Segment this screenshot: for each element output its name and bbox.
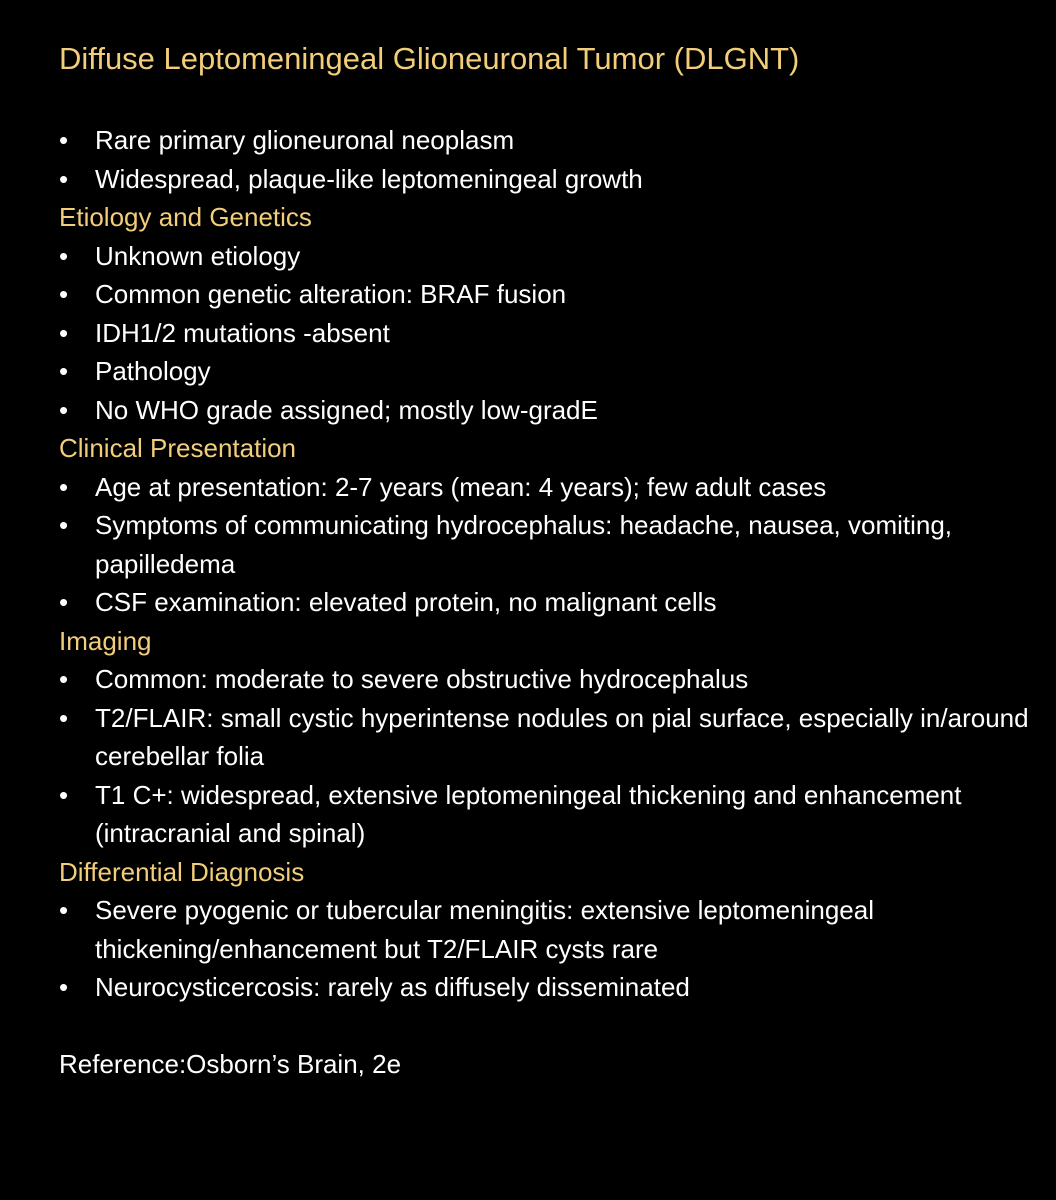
section-heading-imaging: Imaging	[59, 625, 152, 656]
bullet-text: Rare primary glioneuronal neoplasm	[95, 125, 515, 155]
bullet-icon: •	[59, 510, 69, 540]
clinical-bullet-list	[59, 468, 1034, 622]
bullet-icon: •	[59, 895, 69, 925]
imaging-bullet-list	[59, 660, 1034, 853]
section-heading-clinical-presentation: Clinical Presentation	[59, 433, 297, 463]
bullet-item	[59, 891, 1034, 968]
section-heading-etiology: Etiology and Genetics	[59, 202, 312, 232]
bullet-item	[59, 968, 1034, 1007]
bullet-item	[59, 121, 1034, 160]
bullet-text: T1 C+: widespread, extensive leptomeningeal thickening and enhancement (intracranial and spinal)	[95, 779, 962, 848]
bullet-item	[59, 160, 1034, 199]
bullet-icon: •	[59, 779, 69, 810]
bullet-icon: •	[59, 163, 69, 194]
bullet-text: Widespread, plaque-like leptomeningeal growth	[95, 163, 643, 194]
bullet-text: Neurocysticercosis: rarely as diffusely disseminated	[95, 972, 690, 1002]
bullet-icon: •	[59, 317, 69, 348]
bullet-item	[59, 352, 1034, 391]
bullet-text: Unknown etiology	[95, 240, 301, 271]
bullet-item	[59, 391, 1034, 430]
bullet-icon: •	[59, 125, 69, 155]
bullet-icon: •	[59, 356, 69, 386]
etiology-bullet-list	[59, 237, 1034, 430]
bullet-icon: •	[59, 702, 69, 733]
bullet-icon: •	[59, 664, 69, 694]
bullet-icon: •	[59, 972, 69, 1002]
bullet-icon: •	[59, 240, 69, 271]
bullet-item	[59, 237, 1034, 276]
bullet-item	[59, 583, 1034, 622]
bullet-icon: •	[59, 587, 69, 617]
bullet-icon: •	[59, 471, 69, 502]
bullet-text: T2/FLAIR: small cystic hyperintense nodules on pial surface, especially in/around cerebellar folia	[95, 702, 1029, 771]
section-heading-differential-diagnosis: Differential Diagnosis	[59, 856, 305, 887]
bullet-item	[59, 506, 1034, 583]
bullet-item	[59, 776, 1034, 853]
bullet-text: IDH1/2 mutations -absent	[95, 317, 390, 348]
bullet-icon: •	[59, 394, 69, 425]
differential-bullet-list	[59, 891, 1034, 1007]
bullet-text: Common genetic alteration: BRAF fusion	[95, 279, 567, 309]
bullet-text: CSF examination: elevated protein, no malignant cells	[95, 587, 717, 617]
bullet-text: Symptoms of communicating hydrocephalus: headache, nausea, vomiting, papilledema	[95, 510, 953, 579]
bullet-item	[59, 275, 1034, 314]
bullet-item	[59, 699, 1034, 776]
bullet-text: Age at presentation: 2-7 years (mean: 4 years); few adult cases	[95, 471, 827, 502]
bullet-item	[59, 468, 1034, 507]
bullet-item	[59, 660, 1034, 699]
reference-text: Reference:Osborn’s Brain, 2e	[59, 1048, 402, 1079]
slide-title: Diffuse Leptomeningeal Glioneuronal Tumor (DLGNT)	[59, 41, 800, 76]
bullet-icon: •	[59, 279, 69, 309]
bullet-item	[59, 314, 1034, 353]
bullet-text: Severe pyogenic or tubercular meningitis: extensive leptomeningeal thickening/enhancement but T2/FLAIR cysts rare	[95, 895, 874, 964]
slide-content	[59, 121, 1034, 1083]
bullet-text: Pathology	[95, 356, 211, 386]
bullet-text: No WHO grade assigned; mostly low-gradE	[95, 394, 598, 425]
intro-bullet-list	[59, 121, 1034, 198]
bullet-text: Common: moderate to severe obstructive hydrocephalus	[95, 664, 749, 694]
